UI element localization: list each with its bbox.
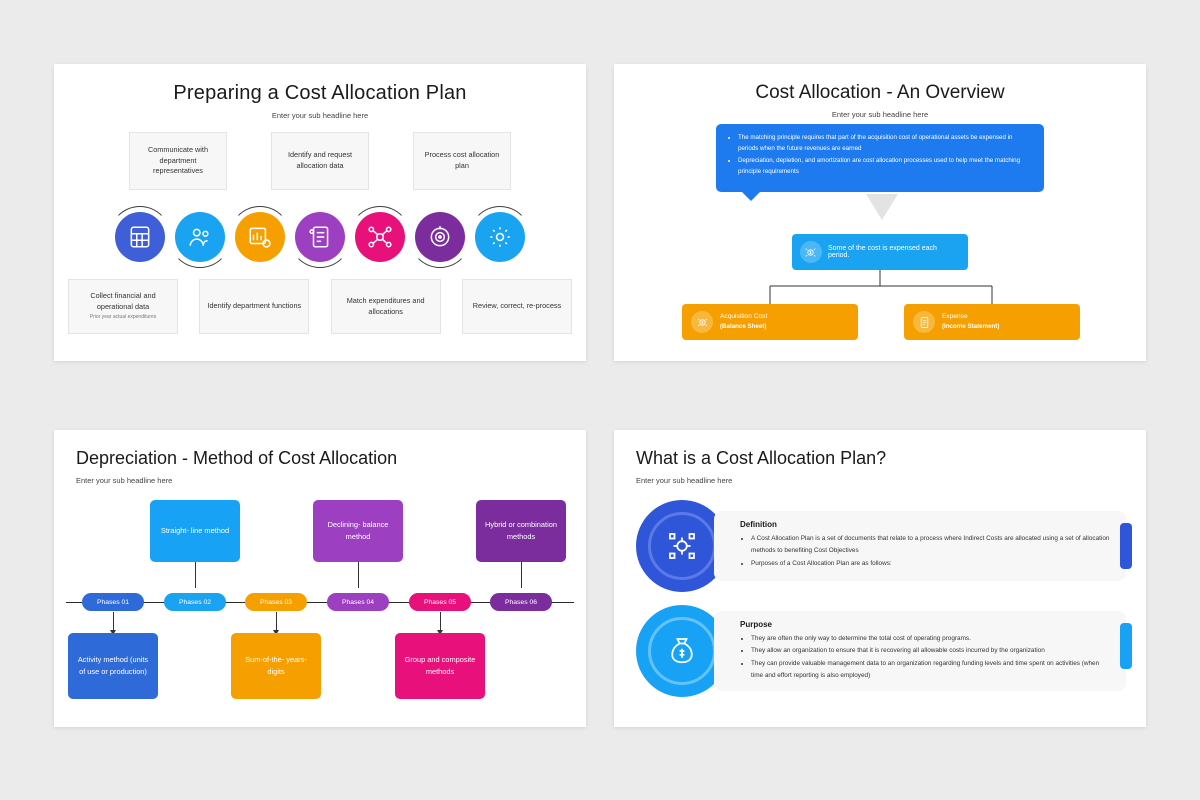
- panel-edge-accent: [1120, 523, 1132, 569]
- page-title: What is a Cost Allocation Plan?: [636, 448, 887, 468]
- process-circle-2: [175, 212, 225, 262]
- arc-connector-icon: [169, 206, 231, 268]
- top-step-box: Process cost allocation plan: [413, 132, 511, 190]
- arc-connector-icon: [409, 206, 471, 268]
- method-card-3: Sum-of-the- years- digits: [231, 633, 321, 699]
- leaf-title: Expense: [942, 313, 968, 321]
- definition-bullet: • Purposes of a Cost Allocation Plan are as follows:: [751, 558, 1110, 570]
- callout-bullet: • The matching principle requires that part of the acquisition cost of operational assets be expensed in periods when the future revenues are earned: [738, 132, 1032, 155]
- money-bag-icon: [648, 617, 716, 685]
- connector-5: [440, 612, 441, 630]
- slide-cost-allocation-overview: [614, 64, 1146, 361]
- bottom-step-box: [462, 279, 572, 334]
- leaf-subtitle: (Balance Sheet): [720, 323, 767, 331]
- purpose-bullet: • They can provide valuable management data to an organization regarding funding levels and time spent on activities (when time and effort reporting is also employed): [751, 658, 1110, 683]
- process-circle-7: [475, 212, 525, 262]
- section-definition: [636, 500, 1126, 592]
- method-card-5: Group and composite methods: [395, 633, 485, 699]
- phase-pill-3: Phases 03: [245, 593, 307, 611]
- top-step-box: Communicate with department representatives: [129, 132, 227, 190]
- process-circle-6: [415, 212, 465, 262]
- page-subtitle: Enter your sub headline here: [76, 476, 173, 485]
- page-subtitle: Enter your sub headline here: [636, 476, 733, 485]
- method-card-4: Declining- balance method: [313, 500, 403, 562]
- cost-split-icon: [800, 241, 822, 263]
- invoice-icon: [913, 311, 935, 333]
- top-step-boxes: [54, 132, 586, 190]
- connector-1: [113, 612, 114, 630]
- bottom-step-box: [68, 279, 178, 334]
- phase-pill-2: Phases 02: [164, 593, 226, 611]
- leaf-node-expense: [904, 304, 1080, 340]
- arc-connector-icon: [289, 206, 351, 268]
- process-circle-4: [295, 212, 345, 262]
- leaf-subtitle: (Income Statement): [942, 323, 1000, 331]
- phase-pill-5: Phases 05: [409, 593, 471, 611]
- phase-pill-4: Phases 04: [327, 593, 389, 611]
- purpose-panel: [714, 611, 1126, 692]
- bottom-step-box: [199, 279, 309, 334]
- slide-what-is-cost-allocation-plan: [614, 430, 1146, 727]
- process-circle-5: [355, 212, 405, 262]
- callout-tail-icon: [742, 192, 760, 201]
- phase-pill-6: Phases 06: [490, 593, 552, 611]
- bottom-step-box: [331, 279, 441, 334]
- arc-connector-icon: [229, 206, 291, 268]
- coins-icon: [691, 311, 713, 333]
- page-title: Preparing a Cost Allocation Plan: [173, 82, 467, 104]
- page-subtitle: Enter your sub headline here: [831, 110, 929, 119]
- connector-4: [358, 562, 359, 588]
- purpose-bullet: • They are often the only way to determine the total cost of operating programs.: [751, 633, 1110, 645]
- middle-node: [792, 234, 968, 270]
- purpose-heading: Purpose: [740, 619, 773, 629]
- arc-connector-icon: [109, 206, 171, 268]
- purpose-bullet: • They allow an organization to ensure that it is recovering all allowable costs incurred by the organization: [751, 645, 1110, 657]
- network-node-icon: [648, 512, 716, 580]
- bottom-step-boxes: [68, 279, 572, 334]
- down-arrow-icon: [866, 194, 898, 220]
- connector-3: [276, 612, 277, 630]
- slide-depreciation-methods: [54, 430, 586, 727]
- callout-bullet: • Depreciation, depletion, and amortization are cost allocation processes used to help meet the matching principle requirements: [738, 155, 1032, 178]
- definition-heading: Definition: [740, 520, 777, 529]
- panel-edge-accent: [1120, 623, 1132, 669]
- bottom-step-label: Identify department functions: [207, 301, 302, 311]
- leaf-node-acquisition-cost: [682, 304, 858, 340]
- page-title: Depreciation - Method of Cost Allocation: [76, 448, 398, 468]
- bottom-step-note: Prior year actual expenditures: [89, 314, 157, 321]
- callout-box: [716, 124, 1044, 192]
- phase-pill-1: Phases 01: [82, 593, 144, 611]
- arc-connector-icon: [469, 206, 531, 268]
- method-card-1: Activity method (units of use or production): [68, 633, 158, 699]
- process-circle-row: [54, 212, 586, 262]
- page-title: Cost Allocation - An Overview: [755, 82, 1005, 103]
- slide-preparing-cost-allocation-plan: [54, 64, 586, 361]
- page-subtitle: Enter your sub headline here: [271, 111, 369, 120]
- bottom-step-label: Collect financial and operational data: [90, 291, 156, 311]
- process-circle-3: [235, 212, 285, 262]
- bottom-step-label: Match expenditures and allocations: [346, 295, 425, 316]
- connector-6: [521, 562, 522, 588]
- middle-node-label: Some of the cost is expensed each period.: [827, 245, 937, 259]
- method-card-6: Hybrid or combination methods: [476, 500, 566, 562]
- method-card-2: Straight- line method: [150, 500, 240, 562]
- leaf-title: Acquisition Cost: [720, 313, 768, 321]
- section-purpose: [636, 605, 1126, 697]
- process-circle-1: [115, 212, 165, 262]
- definition-bullet: • A Cost Allocation Plan is a set of documents that relate to a process where Indirect Costs are allocated using a set of allocation methods to benefiting Cost Objectives: [751, 533, 1110, 558]
- arc-connector-icon: [349, 206, 411, 268]
- connector-2: [195, 562, 196, 588]
- definition-panel: [714, 511, 1126, 581]
- bottom-step-label: Review, correct, re-process: [472, 301, 562, 311]
- top-step-box: Identify and request allocation data: [271, 132, 369, 190]
